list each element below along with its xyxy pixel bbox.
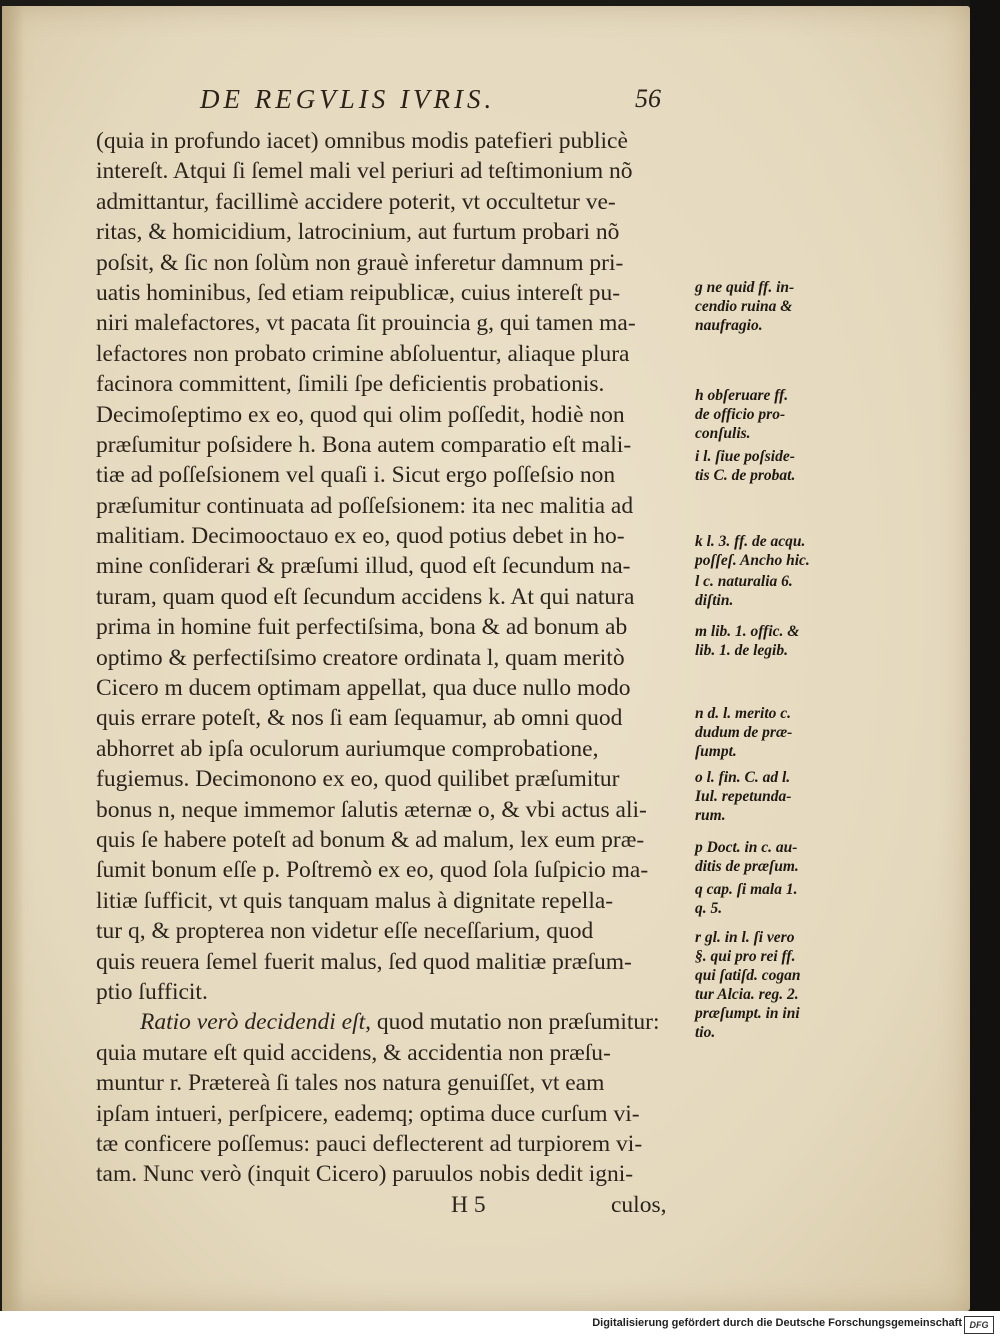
margin-note-k: k l. 3. ff. de acqu. poſſeſ. Ancho hic. bbox=[695, 533, 810, 569]
text-line: lefactores non probato crimine abſoluentur, aliaque plura bbox=[96, 340, 630, 367]
text-line: tam. Nunc verò (inquit Cicero) paruulos nobis dedit igni- bbox=[96, 1161, 634, 1188]
margin-note-g: g ne quid ff. in- cendio ruina & naufragio. bbox=[695, 279, 795, 334]
signature-mark: H 5 bbox=[451, 1191, 486, 1218]
catchword: culos, bbox=[611, 1191, 667, 1218]
text-line: ritas, & homicidium, latrocinium, aut furtum probari nõ bbox=[96, 219, 620, 246]
margin-note-i: i l. ſiue poſside- tis C. de probat. bbox=[695, 448, 796, 484]
text-line: præſumitur poſsidere h. Bona autem comparatio eſt mali- bbox=[96, 431, 632, 458]
text-line bbox=[96, 1007, 696, 1037]
main-text-block bbox=[96, 126, 696, 1220]
margin-note-o: o l. fin. C. ad l. Iul. repetunda- rum. bbox=[695, 769, 792, 824]
running-title: DE REGVLIS IVRIS. bbox=[200, 84, 496, 114]
text-line: prima in homine fuit perfectiſsima, bona & ad bonum ab bbox=[96, 614, 628, 641]
digitization-footer bbox=[0, 1311, 1000, 1338]
text-line: tiæ ad poſſeſsionem vel quaſi i. Sicut ergo poſſeſsio non bbox=[96, 462, 616, 489]
text-line: tur q, & propterea non videtur eſſe neceſſarium, quod bbox=[96, 918, 594, 945]
text-line: niri malefactores, vt pacata ſit prouincia g, qui tamen ma- bbox=[96, 310, 636, 337]
text-line: præſumitur continuata ad poſſeſsionem: ita nec malitia ad bbox=[96, 492, 634, 519]
scan-border bbox=[970, 0, 1000, 1338]
margin-note-r: r gl. in l. ſi vero §. qui pro rei ff. qui ſatiſd. cogan tur Alcia. reg. 2. præſumpt. in ini tio. bbox=[695, 929, 801, 1041]
text-line: Cicero m ducem optimam appellat, qua duce nullo modo bbox=[96, 675, 631, 702]
dfg-logo: DFG bbox=[964, 1316, 994, 1334]
funding-credit: Digitalisierung gefördert durch die Deutsche Forschungsgemeinschaft bbox=[592, 1317, 962, 1329]
text-line: Decimoſeptimo ex eo, quod qui olim poſſedit, hodiè non bbox=[96, 401, 625, 428]
margin-note-n: n d. l. merito c. dudum de præ- ſumpt. bbox=[695, 705, 793, 760]
text-line: quia mutare eſt quid accidens, & accidentia non præſu- bbox=[96, 1039, 611, 1066]
margin-note-p: p Doct. in c. au- ditis de præſum. bbox=[695, 839, 799, 875]
margin-note-m: m lib. 1. offic. & lib. 1. de legib. bbox=[695, 623, 800, 659]
margin-note-l: l c. naturalia 6. diſtin. bbox=[695, 573, 793, 609]
text-line: optimo & perfectiſsimo creatore ordinata l, quam meritò bbox=[96, 644, 625, 671]
text-line: intereſt. Atqui ſi ſemel mali vel periuri ad teſtimonium nõ bbox=[96, 158, 633, 185]
text-line: abhorret ab ipſa oculorum auriumque comprobatione, bbox=[96, 735, 599, 762]
margin-note-q: q cap. ſi mala 1. q. 5. bbox=[695, 881, 798, 917]
binding-gutter bbox=[2, 6, 24, 1311]
text-line: muntur r. Prætereà ſi tales nos natura genuiſſet, vt eam bbox=[96, 1070, 605, 1097]
text-line: poſsit, & ſic non ſolùm non grauè inferetur damnum pri- bbox=[96, 249, 624, 276]
page-number: 56 bbox=[635, 84, 661, 113]
text-line: malitiam. Decimooctauo ex eo, quod potius debet in ho- bbox=[96, 523, 625, 550]
text-line: mine conſiderari & præſumi illud, quod eſt ſecundum na- bbox=[96, 553, 631, 580]
text-line: uatis hominibus, ſed etiam reipublicæ, cuius intereſt pu- bbox=[96, 279, 621, 306]
margin-note-h: h obſeruare ff. de officio pro- conſulis. bbox=[695, 387, 789, 442]
text-line: tæ conficere poſſemus: pauci deflecterent ad turpiorem vi- bbox=[96, 1130, 643, 1157]
text-line: (quia in profundo iacet) omnibus modis patefieri publicè bbox=[96, 128, 628, 154]
text-line: admittantur, facillimè accidere poterit, vt occultetur ve- bbox=[96, 188, 616, 215]
text-line: ptio ſufficit. bbox=[96, 978, 208, 1005]
ratio-line-start: quod mutatio non præſumitur: bbox=[371, 1009, 660, 1036]
text-line: facinora committent, ſimili ſpe deficientis probationis. bbox=[96, 371, 605, 398]
text-line: ipſam intueri, perſpicere, eademq; optima duce curſum vi- bbox=[96, 1100, 640, 1127]
text-line: turam, quam quod eſt ſecundum accidens k. At qui natura bbox=[96, 583, 635, 610]
text-line: litiæ ſufficit, vt quis tanquam malus à dignitate repella- bbox=[96, 887, 614, 914]
text-line: ſumit bonum eſſe p. Poſtremò ex eo, quod ſola ſuſpicio ma- bbox=[96, 857, 649, 884]
text-line: quis ſe habere poteſt ad bonum & ad malum, lex eum præ- bbox=[96, 826, 645, 853]
ratio-lead: Ratio verò decidendi eſt, bbox=[140, 1009, 372, 1036]
catch-line bbox=[96, 1190, 696, 1220]
text-line: quis reuera ſemel fuerit malus, ſed quod malitiæ præſum- bbox=[96, 948, 632, 975]
text-line: bonus n, neque immemor ſalutis æternæ o, & vbi actus ali- bbox=[96, 796, 647, 823]
text-line: fugiemus. Decimonono ex eo, quod quilibet præſumitur bbox=[96, 766, 620, 793]
text-line: quis errare poteſt, & nos ſi eam ſequamur, ab omni quod bbox=[96, 705, 623, 732]
